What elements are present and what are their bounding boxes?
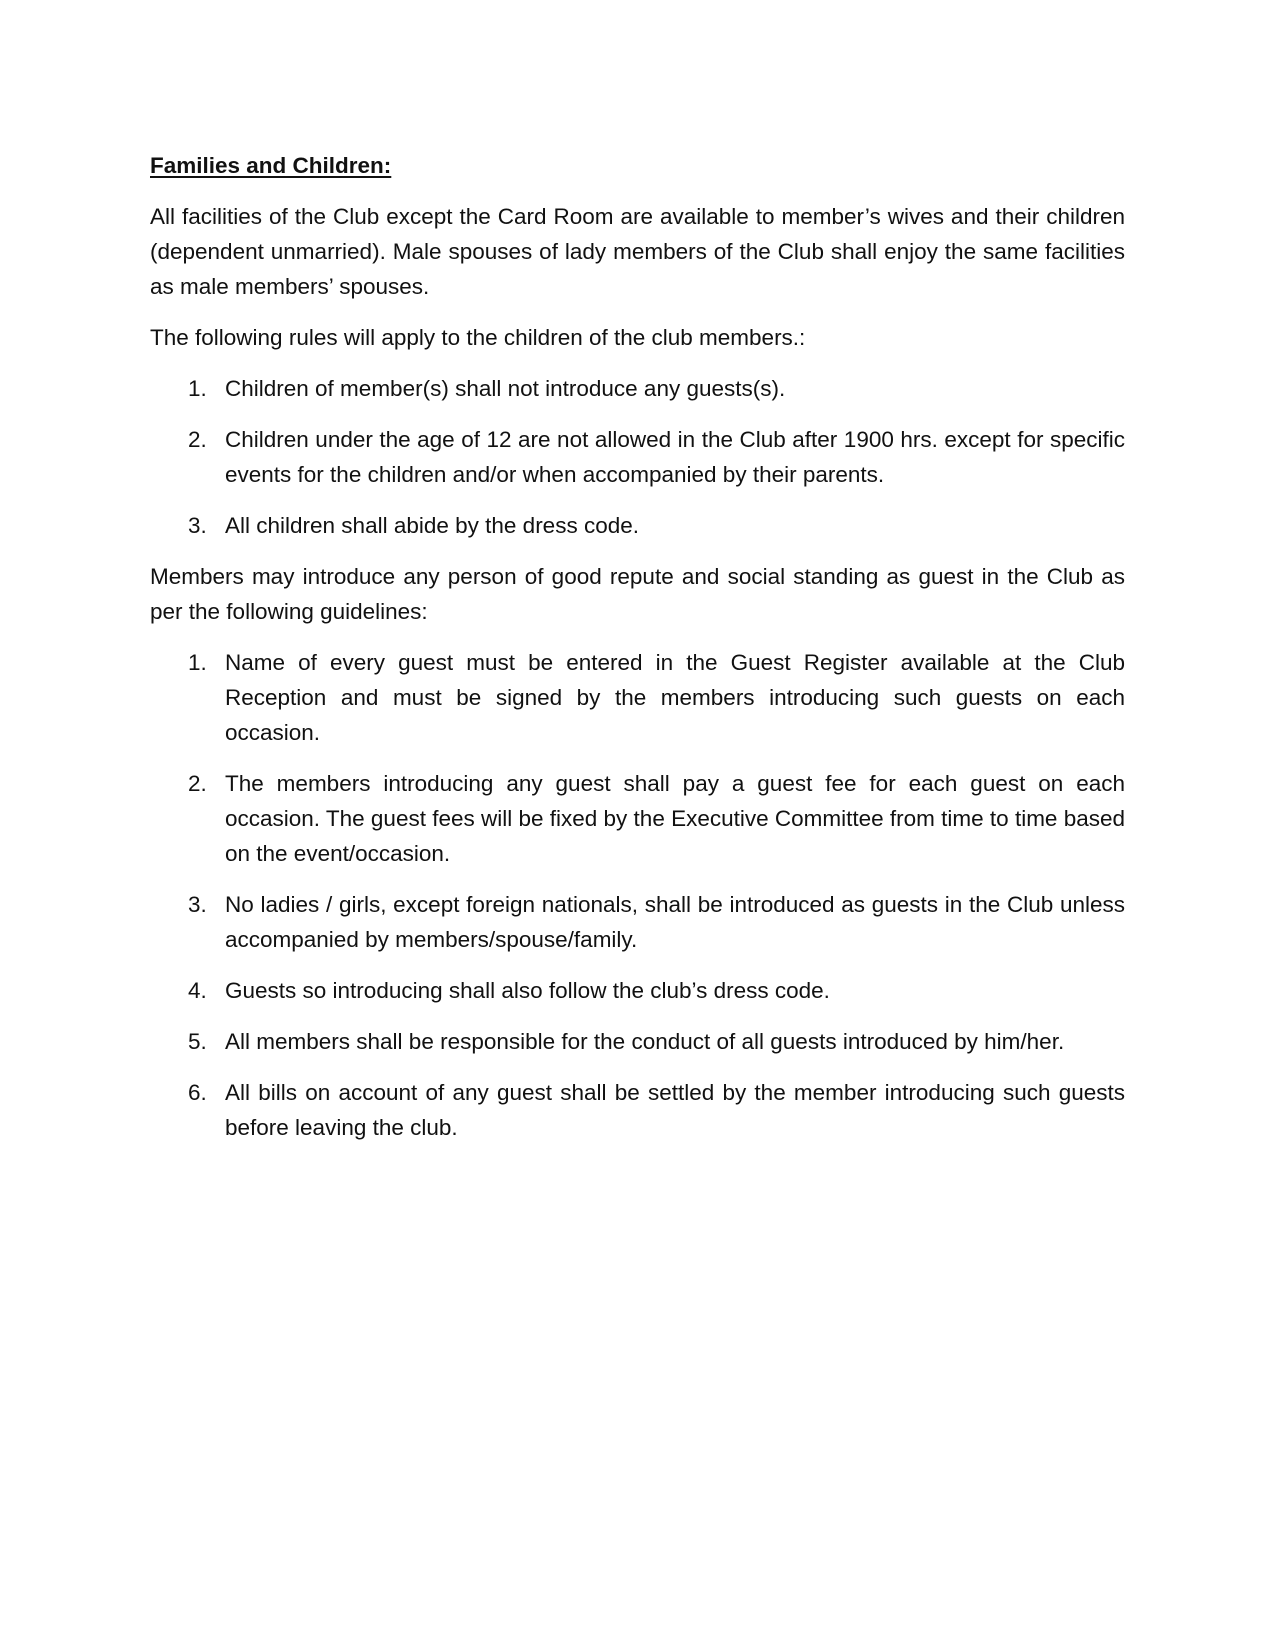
list-item — [150, 371, 1125, 406]
list-item-text: All members shall be responsible for the conduct of all guests introduced by him/her. — [225, 1029, 1065, 1054]
list-number: 2. — [188, 427, 207, 452]
list-item — [150, 1024, 1125, 1059]
children-rules-intro: The following rules will apply to the children of the club members.: — [150, 325, 806, 350]
list-number: 2. — [188, 771, 207, 796]
list-number: 1. — [188, 376, 207, 401]
document-page — [150, 148, 1125, 1161]
list-item — [150, 508, 1125, 543]
list-item-text: The members introducing any guest shall pay a guest fee for each guest on each occasion. The guest fees will be fixed by the Executive Committee from time to time based on the event/occasion. — [225, 771, 1125, 866]
section-heading: Families and Children: — [150, 153, 392, 178]
list-item-text: Children of member(s) shall not introduce any guests(s). — [225, 376, 786, 401]
list-item-text: No ladies / girls, except foreign nationals, shall be introduced as guests in the Club unless accompanied by members/spouse/family. — [225, 892, 1125, 952]
guest-rules-list — [150, 645, 1125, 1145]
list-item — [150, 645, 1125, 750]
list-number: 1. — [188, 650, 207, 675]
list-item-text: Children under the age of 12 are not allowed in the Club after 1900 hrs. except for specific events for the children and/or when accompanied by their parents. — [225, 427, 1125, 487]
list-item — [150, 973, 1125, 1008]
list-number: 5. — [188, 1029, 207, 1054]
children-rules-list — [150, 371, 1125, 543]
list-item-text: All bills on account of any guest shall be settled by the member introducing such guests before leaving the club. — [225, 1080, 1125, 1140]
list-item — [150, 887, 1125, 957]
list-item — [150, 1075, 1125, 1145]
intro-paragraph: All facilities of the Club except the Card Room are available to member’s wives and their children (dependent unmarried). Male spouses of lady members of the Club shall enjoy the same facilities as male members’ spouses. — [150, 204, 1125, 299]
list-item-text: Name of every guest must be entered in the Guest Register available at the Club Reception and must be signed by the members introducing such guests on each occasion. — [225, 650, 1125, 745]
list-item-text: All children shall abide by the dress code. — [225, 513, 639, 538]
list-number: 4. — [188, 978, 207, 1003]
list-number: 3. — [188, 892, 207, 917]
list-number: 3. — [188, 513, 207, 538]
list-item — [150, 422, 1125, 492]
list-item-text: Guests so introducing shall also follow the club’s dress code. — [225, 978, 830, 1003]
list-item — [150, 766, 1125, 871]
list-number: 6. — [188, 1080, 207, 1105]
guest-rules-intro: Members may introduce any person of good repute and social standing as guest in the Club as per the following guidelines: — [150, 564, 1125, 624]
